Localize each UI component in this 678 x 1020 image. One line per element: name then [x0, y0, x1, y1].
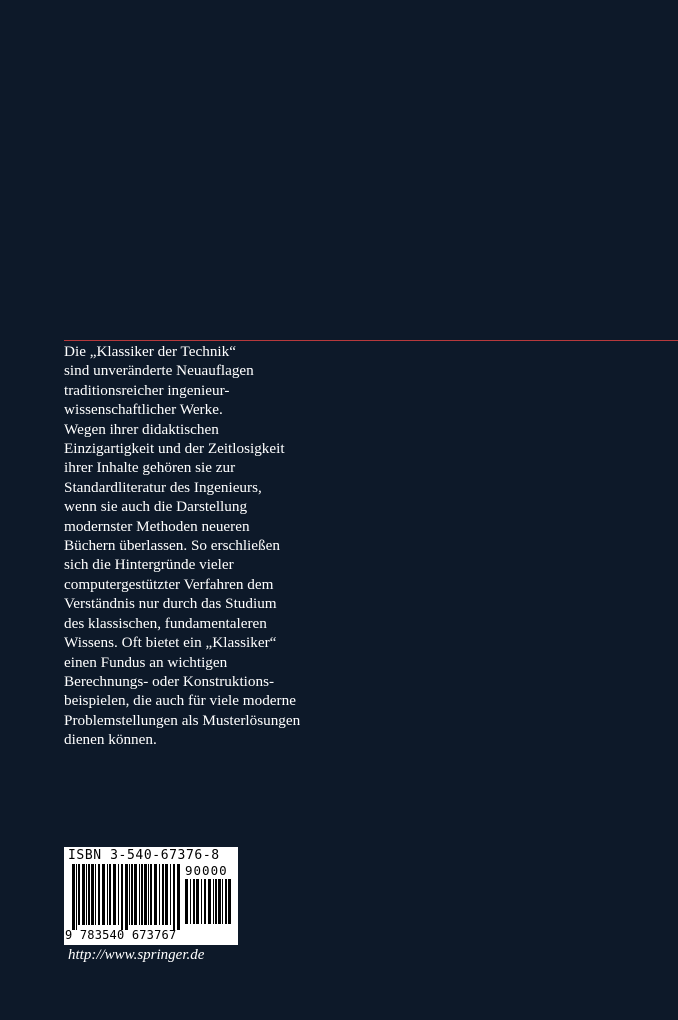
barcode-bar: [139, 864, 140, 925]
barcode-bar: [72, 864, 75, 930]
barcode-bar: [173, 864, 175, 930]
blurb-line: sich die Hintergründe vieler: [64, 556, 234, 574]
barcode-bar: [225, 879, 227, 924]
barcode-bar: [215, 879, 217, 924]
blurb-line: Problemstellungen als Musterlösungen: [64, 711, 301, 729]
blurb-line: beispielen, die auch für viele moderne: [64, 692, 296, 710]
price-addon-digits: 90000: [185, 863, 228, 878]
barcode-bar: [165, 864, 168, 925]
barcode-bar: [98, 864, 100, 925]
barcode-bar: [213, 879, 214, 924]
ean-barcode-bars: [72, 864, 182, 930]
barcode-bar: [109, 864, 111, 925]
blurb-line: Standardliteratur des Ingenieurs,: [64, 478, 262, 496]
barcode-bar: [121, 864, 123, 930]
blurb-line: traditionsreicher ingenieur-: [64, 381, 230, 399]
blurb-line: Berechnungs- oder Konstruktions-: [64, 672, 275, 690]
barcode-bar: [76, 864, 77, 930]
barcode-bar: [102, 864, 105, 925]
barcode-bar: [113, 864, 116, 925]
barcode-bar: [118, 864, 119, 925]
barcode-bar: [204, 879, 206, 924]
barcode-bar: [131, 864, 133, 925]
barcode-bar: [159, 864, 160, 925]
barcode-bar: [107, 864, 108, 925]
barcode-bar: [177, 864, 180, 930]
isbn-barcode: [64, 847, 238, 945]
barcode-bar: [86, 864, 87, 925]
blurb-line: einen Fundus an wichtigen: [64, 653, 228, 671]
blurb-line: Büchern überlassen. So erschließen: [64, 537, 280, 555]
barcode-bar: [141, 864, 143, 925]
barcode-bar: [185, 879, 188, 924]
barcode-bar: [190, 879, 191, 924]
blurb-line: des klassischen, fundamentaleren: [64, 614, 267, 632]
blurb-line: wissenschaftlicher Werke.: [64, 401, 223, 419]
blurb-line: wenn sie auch die Darstellung: [64, 498, 248, 516]
blurb-line: modernster Methoden neueren: [64, 517, 250, 535]
addon-barcode-bars: [185, 879, 233, 929]
barcode-bar: [201, 879, 202, 924]
barcode-bar: [88, 864, 90, 925]
barcode-bar: [125, 864, 128, 930]
barcode-bar: [91, 864, 94, 925]
barcode-bar: [78, 864, 80, 925]
barcode-bar: [134, 864, 137, 925]
blurb-line: computergestützter Verfahren dem: [64, 575, 274, 593]
barcode-bar: [82, 864, 85, 925]
blurb-line: ihrer Inhalte gehören sie zur: [64, 459, 236, 477]
barcode-bar: [154, 864, 157, 925]
blurb-line: Einzigartigkeit und der Zeitlosigkeit: [64, 440, 285, 458]
barcode-bar: [162, 864, 164, 925]
barcode-bar: [218, 879, 221, 924]
ean-number: 9 783540 673767: [65, 928, 177, 942]
blurb-line: Wegen ihrer didaktischen: [64, 420, 219, 438]
barcode-bar: [196, 879, 199, 924]
barcode-bar: [222, 879, 223, 924]
blurb-line: Die „Klassiker der Technik“: [64, 343, 236, 360]
barcode-bar: [208, 879, 211, 924]
barcode-bar: [193, 879, 195, 924]
publisher-url[interactable]: http://www.springer.de: [68, 947, 205, 963]
isbn-number: ISBN 3-540-67376-8: [68, 848, 220, 863]
blurb-line: Verständnis nur durch das Studium: [64, 595, 277, 613]
barcode-bar: [148, 864, 149, 925]
barcode-bar: [150, 864, 152, 925]
blurb-line: sind unveränderte Neuauflagen: [64, 362, 254, 380]
barcode-bar: [144, 864, 147, 925]
barcode-bar: [129, 864, 130, 925]
blurb-line: dienen können.: [64, 731, 157, 749]
red-divider-line: [64, 340, 678, 341]
barcode-bar: [95, 864, 96, 925]
blurb-line: Wissens. Oft bietet ein „Klassiker“: [64, 634, 277, 652]
barcode-bar: [228, 879, 231, 924]
barcode-bar: [170, 864, 171, 925]
blurb-text: [64, 342, 314, 750]
